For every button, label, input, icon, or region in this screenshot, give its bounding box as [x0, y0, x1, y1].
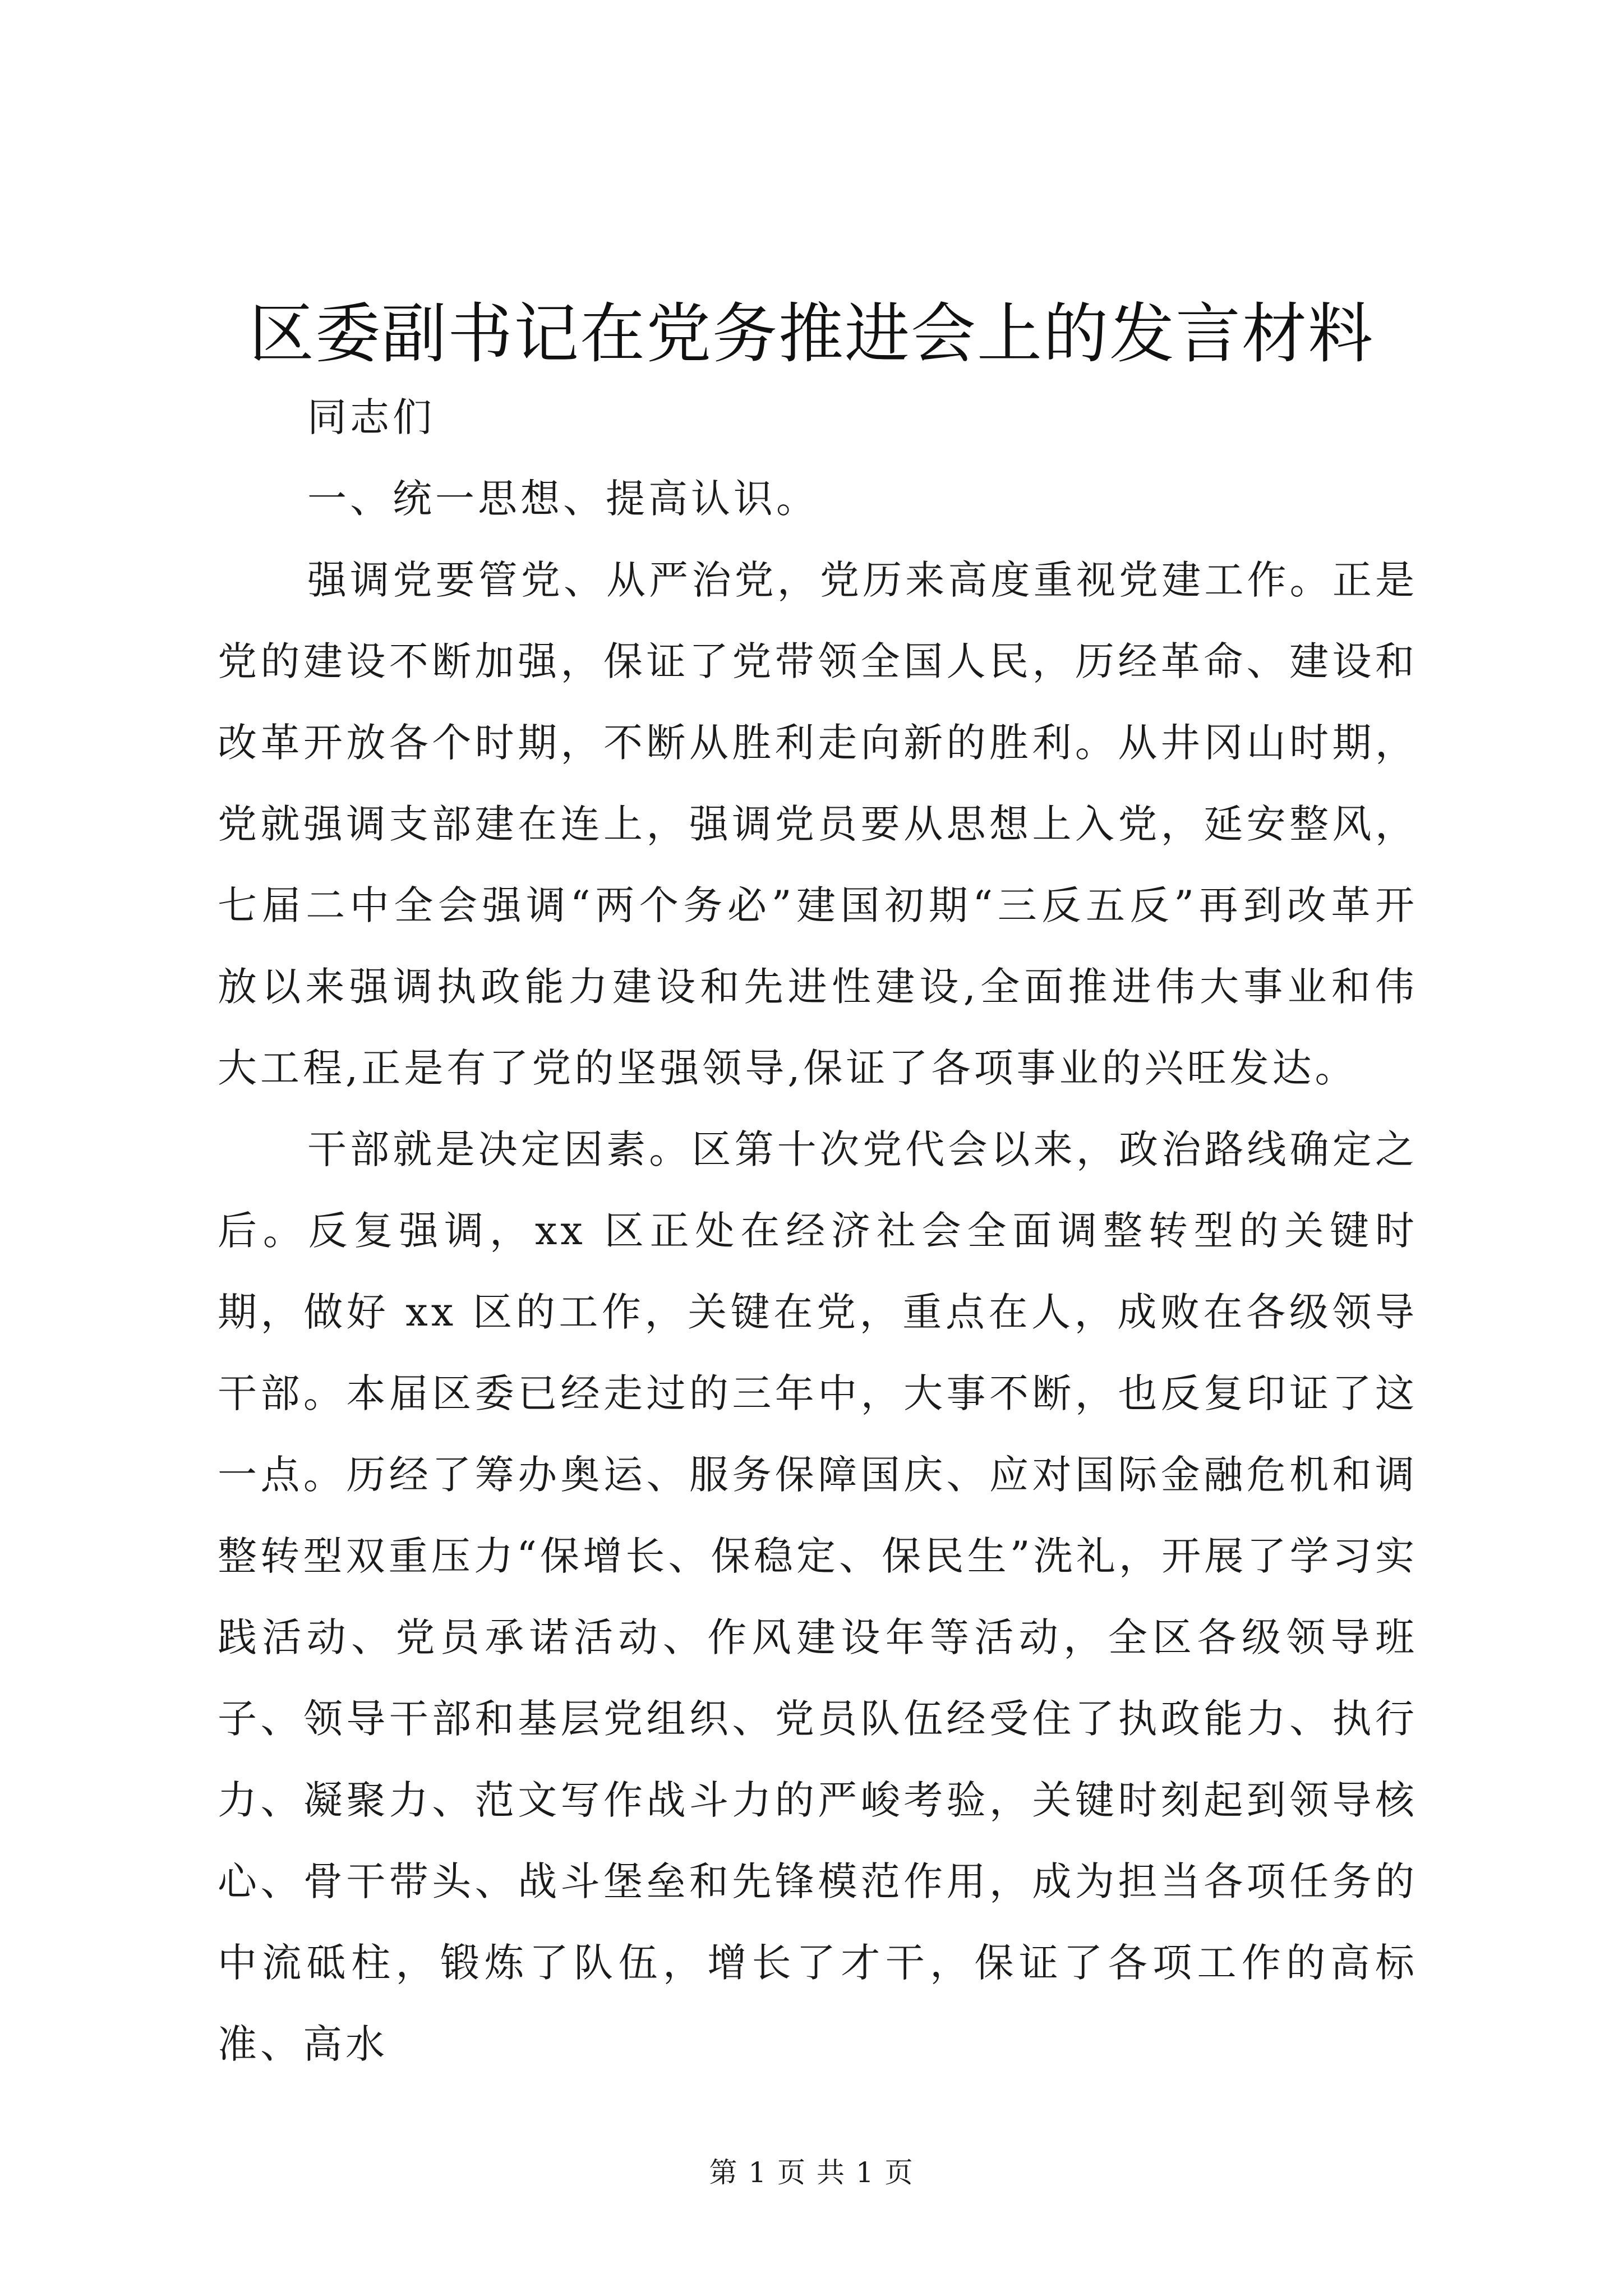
section-heading: 一、统一思想、提高认识。: [307, 476, 819, 522]
greeting: 同志们: [307, 394, 435, 440]
page-footer: 第 1 页 共 1 页: [709, 2156, 914, 2189]
paragraph: 强调党要管党、从严治党，党历来高度重视党建工作。正是党的建设不断加强，保证了党带领全国人民，历经革命、建设和改革开放各个时期，不断从胜利走向新的胜利。从井冈山时期，党就强调支部建在连上，强调党员要从思想上入党，延安整风，七届二中全会强调“两个务必”建国初期“三反五反”再到改革开放以来强调执政能力建设和先进性建设,全面推进伟大事业和伟大工程,正是有了党的坚强领导,保证了各项事业的兴旺发达。: [218, 557, 1418, 1091]
paragraph: 干部就是决定因素。区第十次党代会以来，政治路线确定之后。反复强调，xx 区正处在经济社会全面调整转型的关键时期，做好 xx 区的工作，关键在党，重点在人，成败在各级领导干部。本届区委已经走过的三年中，大事不断，也反复印证了这一点。历经了筹办奥运、服务保障国庆、应对国际金融危机和调整转型双重压力“保增长、保稳定、保民生”洗礼，开展了学习实践活动、党员承诺活动、作风建设年等活动，全区各级领导班子、领导干部和基层党组织、党员队伍经受住了执政能力、执行力、凝聚力、范文写作战斗力的严峻考验，关键时刻起到领导核心、骨干带头、战斗堡垒和先锋模范作用，成为担当各项任务的中流砥柱，锻炼了队伍，增长了才干，保证了各项工作的高标准、高水: [218, 1126, 1418, 2067]
document-title: 区委副书记在党务推进会上的发言材料: [249, 296, 1374, 372]
document-body: [218, 377, 1418, 2085]
